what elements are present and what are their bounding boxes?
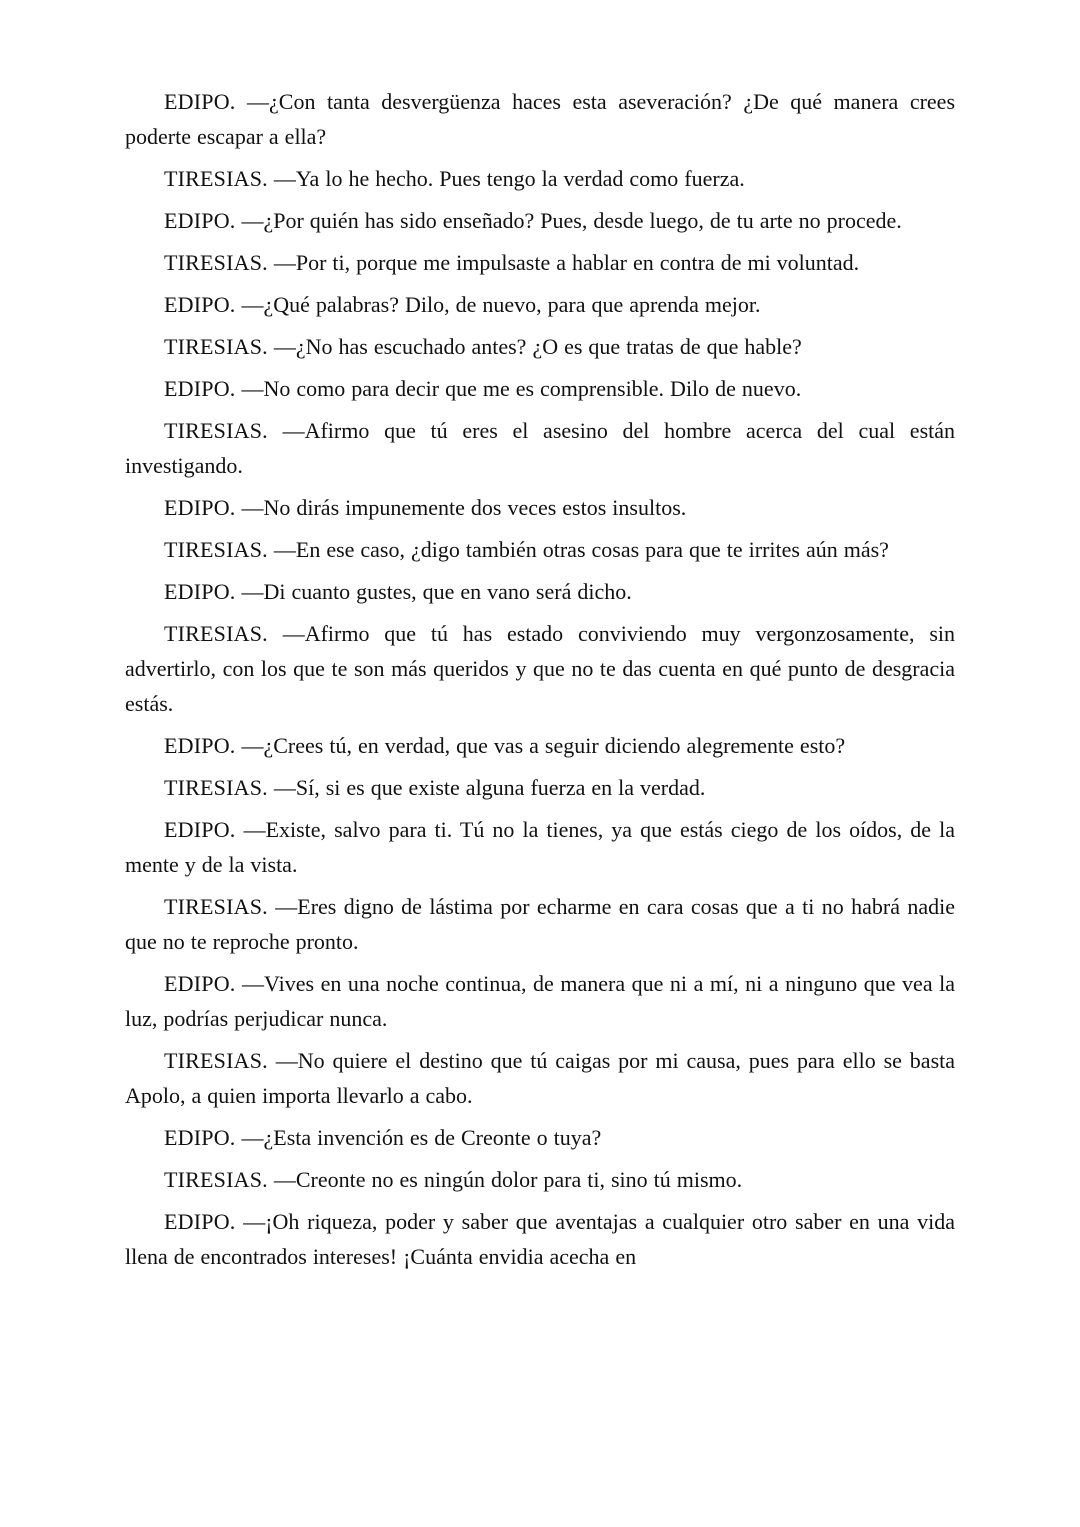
dialogue-line: —En ese caso, ¿digo también otras cosas para que te irrites aún más?: [273, 537, 889, 562]
dialogue-line: —No como para decir que me es comprensible. Dilo de nuevo.: [241, 376, 802, 401]
dialogue-line: —Creonte no es ningún dolor para ti, sino tú mismo.: [273, 1167, 743, 1192]
dialogue-paragraph: [125, 532, 955, 567]
speaker-name: EDIPO.: [164, 376, 236, 401]
speaker-name: TIRESIAS.: [164, 166, 268, 191]
dialogue-paragraph: [125, 84, 955, 154]
speaker-name: TIRESIAS.: [164, 334, 268, 359]
dialogue-paragraph: [125, 616, 955, 721]
speaker-name: TIRESIAS.: [164, 250, 268, 275]
dialogue-paragraph: [125, 574, 955, 609]
speaker-name: EDIPO.: [164, 208, 236, 233]
dialogue-text: [125, 84, 955, 1274]
speaker-name: EDIPO.: [164, 292, 236, 317]
dialogue-paragraph: [125, 203, 955, 238]
dialogue-line: —No quiere el destino que tú caigas por mi causa, pues para ello se basta Apolo, a quien importa llevarlo a cabo.: [125, 1048, 956, 1108]
speaker-name: TIRESIAS.: [164, 1048, 268, 1073]
dialogue-paragraph: [125, 728, 955, 763]
dialogue-paragraph: [125, 1120, 955, 1155]
dialogue-line: —Afirmo que tú eres el asesino del hombre acerca del cual están investigando.: [125, 418, 956, 478]
dialogue-paragraph: [125, 490, 955, 525]
dialogue-line: —¿Qué palabras? Dilo, de nuevo, para que aprenda mejor.: [241, 292, 761, 317]
dialogue-line: —¡Oh riqueza, poder y saber que aventajas a cualquier otro saber en una vida llena de encontrados intereses! ¡Cuánta envidia acecha en: [125, 1209, 956, 1269]
dialogue-paragraph: [125, 287, 955, 322]
speaker-name: EDIPO.: [164, 1209, 236, 1234]
dialogue-line: —Eres digno de lástima por echarme en cara cosas que a ti no habrá nadie que no te reproche pronto.: [125, 894, 956, 954]
dialogue-paragraph: [125, 812, 955, 882]
dialogue-paragraph: [125, 1204, 955, 1274]
speaker-name: EDIPO.: [164, 1125, 236, 1150]
speaker-name: EDIPO.: [164, 495, 236, 520]
dialogue-paragraph: [125, 245, 955, 280]
speaker-name: TIRESIAS.: [164, 1167, 268, 1192]
speaker-name: TIRESIAS.: [164, 537, 268, 562]
speaker-name: TIRESIAS.: [164, 775, 268, 800]
dialogue-line: —¿Por quién has sido enseñado? Pues, desde luego, de tu arte no procede.: [241, 208, 902, 233]
dialogue-paragraph: [125, 1162, 955, 1197]
dialogue-paragraph: [125, 1043, 955, 1113]
speaker-name: TIRESIAS.: [164, 621, 268, 646]
dialogue-line: —¿Crees tú, en verdad, que vas a seguir diciendo alegremente esto?: [241, 733, 846, 758]
dialogue-line: —Vives en una noche continua, de manera que ni a mí, ni a ninguno que vea la luz, podrías perjudicar nunca.: [125, 971, 956, 1031]
speaker-name: EDIPO.: [164, 733, 236, 758]
speaker-name: EDIPO.: [164, 579, 236, 604]
dialogue-line: —Por ti, porque me impulsaste a hablar en contra de mi voluntad.: [273, 250, 860, 275]
speaker-name: EDIPO.: [164, 971, 236, 996]
dialogue-paragraph: [125, 966, 955, 1036]
dialogue-line: —Ya lo he hecho. Pues tengo la verdad como fuerza.: [273, 166, 745, 191]
dialogue-line: —No dirás impunemente dos veces estos insultos.: [241, 495, 687, 520]
dialogue-paragraph: [125, 329, 955, 364]
dialogue-line: —¿No has escuchado antes? ¿O es que tratas de que hable?: [273, 334, 802, 359]
dialogue-line: —¿Esta invención es de Creonte o tuya?: [241, 1125, 602, 1150]
speaker-name: TIRESIAS.: [164, 894, 268, 919]
dialogue-line: —Afirmo que tú has estado conviviendo muy vergonzosamente, sin advertirlo, con los que te son más queridos y que no te das cuenta en qué punto de desgracia estás.: [125, 621, 956, 716]
speaker-name: TIRESIAS.: [164, 418, 268, 443]
speaker-name: EDIPO.: [164, 817, 236, 842]
speaker-name: EDIPO.: [164, 89, 236, 114]
dialogue-paragraph: [125, 413, 955, 483]
dialogue-line: —¿Con tanta desvergüenza haces esta aseveración? ¿De qué manera crees poderte escapar a ella?: [125, 89, 956, 149]
dialogue-paragraph: [125, 770, 955, 805]
dialogue-line: —Existe, salvo para ti. Tú no la tienes, ya que estás ciego de los oídos, de la mente y de la vista.: [125, 817, 956, 877]
dialogue-line: —Di cuanto gustes, que en vano será dicho.: [241, 579, 632, 604]
dialogue-paragraph: [125, 371, 955, 406]
dialogue-paragraph: [125, 161, 955, 196]
dialogue-paragraph: [125, 889, 955, 959]
dialogue-line: —Sí, si es que existe alguna fuerza en la verdad.: [273, 775, 706, 800]
